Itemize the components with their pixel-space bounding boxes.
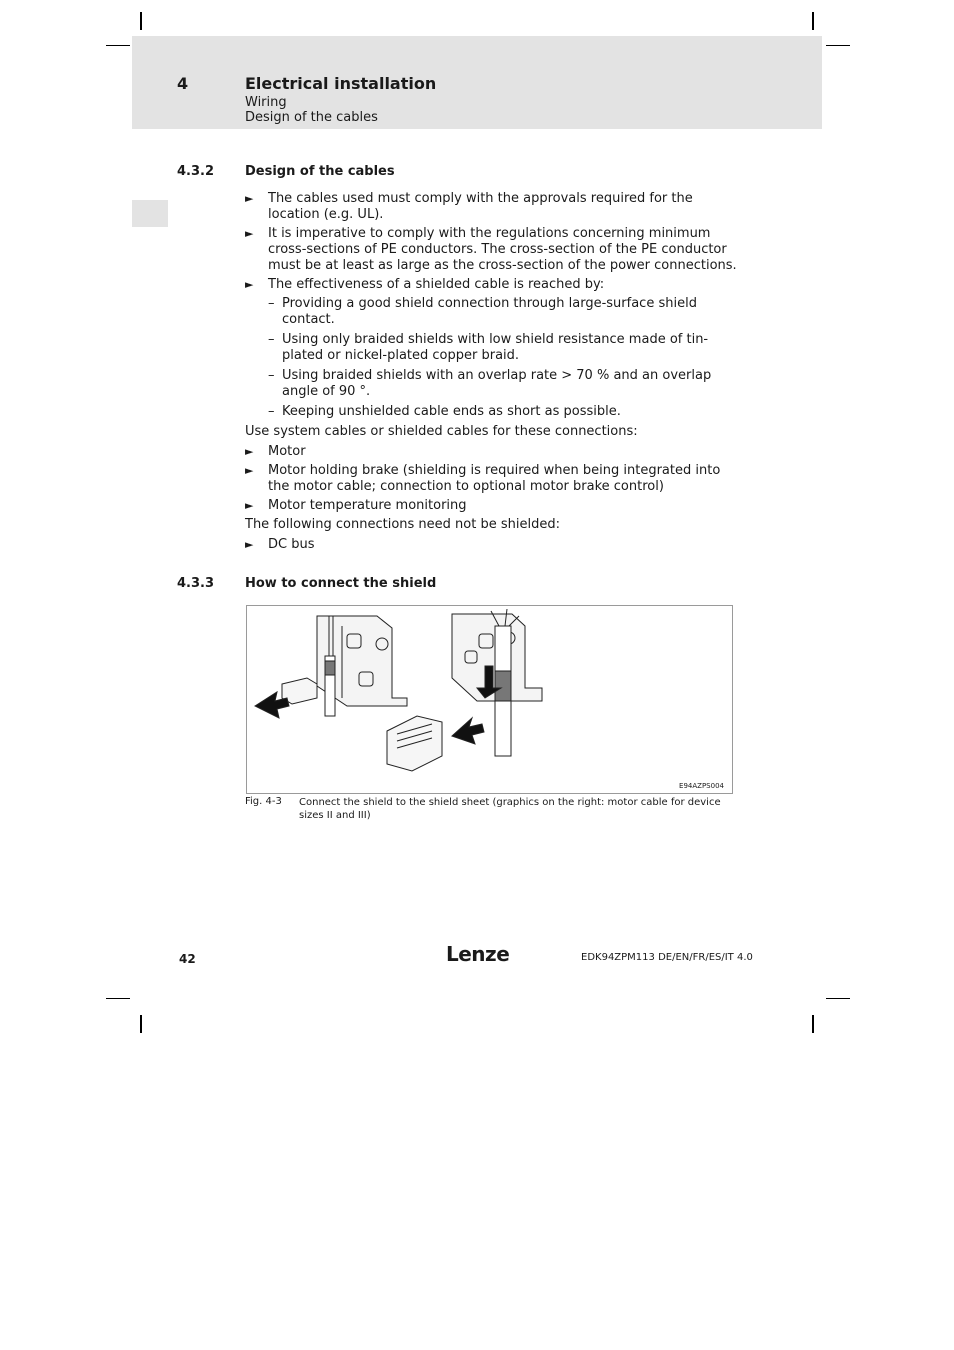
paragraph: Use system cables or shielded cables for these connections: bbox=[245, 424, 638, 439]
dash-marker: – bbox=[268, 332, 275, 347]
list-item: ► Motor bbox=[245, 444, 306, 459]
list-item: ► The cables used must comply with the approvals required for the location (e.g. UL). bbox=[245, 191, 693, 222]
bullet-arrow-icon: ► bbox=[245, 278, 254, 291]
crop-mark bbox=[812, 1015, 814, 1033]
section-number: 4.3.2 bbox=[177, 164, 215, 179]
header-subtitle: Wiring bbox=[245, 95, 287, 110]
chapter-header bbox=[132, 36, 822, 129]
section-number: 4.3.3 bbox=[177, 576, 215, 591]
page-number: 42 bbox=[179, 952, 196, 966]
header-subtitle: Design of the cables bbox=[245, 110, 378, 125]
figure-label: Fig. 4-3 bbox=[245, 796, 282, 807]
dash-marker: – bbox=[268, 296, 275, 311]
section-title: How to connect the shield bbox=[245, 576, 437, 591]
bullet-arrow-icon: ► bbox=[245, 499, 254, 512]
paragraph: The following connections need not be shielded: bbox=[245, 517, 560, 532]
figure-code: E94AZPS004 bbox=[679, 782, 724, 790]
crop-mark bbox=[826, 45, 850, 46]
brand-logo: Lenze bbox=[446, 942, 510, 966]
crop-mark bbox=[140, 12, 142, 30]
crop-mark bbox=[140, 1015, 142, 1033]
bullet-arrow-icon: ► bbox=[245, 538, 254, 551]
figure-shield-connection bbox=[246, 605, 733, 794]
list-item: ► DC bus bbox=[245, 537, 315, 552]
sub-list-item: – Using only braided shields with low shield resistance made of tin-plated or nickel-plated copper braid. bbox=[268, 332, 709, 363]
shield-connection-illustration bbox=[247, 606, 732, 793]
list-item: ► Motor holding brake (shielding is required when being integrated into the motor cable; connection to optional motor brake control) bbox=[245, 463, 721, 494]
section-title: Design of the cables bbox=[245, 164, 395, 179]
sub-list-item: – Providing a good shield connection through large-surface shield contact. bbox=[268, 296, 697, 327]
list-item: ► Motor temperature monitoring bbox=[245, 498, 467, 513]
side-tab-marker bbox=[132, 200, 168, 227]
dash-marker: – bbox=[268, 404, 275, 419]
sub-list-item: – Using braided shields with an overlap rate > 70 % and an overlap angle of 90 °. bbox=[268, 368, 712, 399]
section-body bbox=[245, 191, 740, 556]
crop-mark bbox=[106, 998, 130, 999]
sub-list-item: – Keeping unshielded cable ends as short as possible. bbox=[268, 404, 621, 419]
dash-marker: – bbox=[268, 368, 275, 383]
list-item: ► It is imperative to comply with the regulations concerning minimum cross-sections of PE conductors. The cross-section of the PE conductor must be at least as large as the cross-section of the power connections. bbox=[245, 226, 737, 273]
figure-caption: Connect the shield to the shield sheet (graphics on the right: motor cable for device sizes II and III) bbox=[299, 797, 721, 821]
crop-mark bbox=[812, 12, 814, 30]
bullet-arrow-icon: ► bbox=[245, 227, 254, 240]
crop-mark bbox=[106, 45, 130, 46]
bullet-arrow-icon: ► bbox=[245, 445, 254, 458]
bullet-arrow-icon: ► bbox=[245, 464, 254, 477]
list-item: ► The effectiveness of a shielded cable is reached by: – Providing a good shield connection through large-surface shield contact. – Using only braided shields with low shield resistance made of tin-plated or nickel-plated copper braid. – Using braided shields with an overlap rate > 70 % and an overlap angle of 90 °. – Keeping unshielded cable ends as short as possible. bbox=[245, 277, 740, 420]
document-reference: EDK94ZPM113 DE/EN/FR/ES/IT 4.0 bbox=[581, 952, 753, 963]
chapter-number: 4 bbox=[177, 74, 189, 93]
crop-mark bbox=[826, 998, 850, 999]
chapter-title: Electrical installation bbox=[245, 74, 437, 93]
bullet-arrow-icon: ► bbox=[245, 192, 254, 205]
